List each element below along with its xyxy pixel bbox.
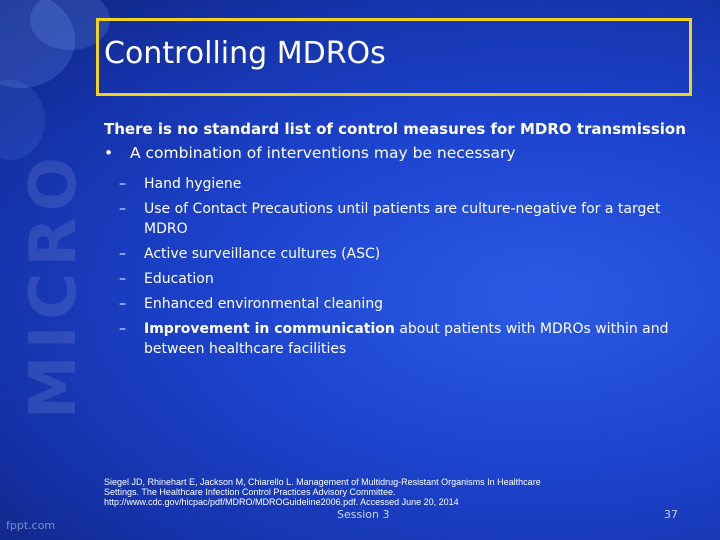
list-item xyxy=(104,294,704,314)
list-item-text: Education xyxy=(144,271,214,287)
list-item-text: Improvement in communication about patients with MDROs within and between healthcare facilities xyxy=(144,321,669,357)
list-item xyxy=(104,319,704,359)
citation: Siegel JD, Rhinehart E, Jackson M, Chiarello L. Management of Multidrug-Resistant Organisms In Healthcare Settings. The Healthcare Infection Control Practices Advisory Committee. http://www.cdc.gov/hicpac/pdf/MDRO/MDROGuideline2006.pdf. Accessed June 20, 2014 xyxy=(104,477,541,507)
slide-title: Controlling MDROs xyxy=(104,36,386,71)
list-item xyxy=(104,174,704,194)
list-item xyxy=(104,199,704,239)
dash-symbol: – xyxy=(119,246,126,262)
dash-symbol: – xyxy=(119,271,126,287)
page-number: 37 xyxy=(664,508,678,521)
list-item-text: Active surveillance cultures (ASC) xyxy=(144,246,381,262)
dash-symbol: – xyxy=(119,296,126,312)
side-word-watermark: MICRO xyxy=(17,150,91,420)
bullet-text: A combination of interventions may be necessary xyxy=(130,144,516,162)
dash-symbol: – xyxy=(119,321,126,337)
dash-symbol: – xyxy=(119,201,126,217)
session-label: Session 3 xyxy=(337,508,390,521)
list-item xyxy=(104,244,704,264)
slide-body xyxy=(104,120,704,364)
bullet-item xyxy=(104,144,704,162)
list-item xyxy=(104,269,704,289)
bullet-symbol: • xyxy=(104,144,114,162)
lead-statement: There is no standard list of control measures for MDRO transmission xyxy=(104,120,686,138)
list-item-text: Enhanced environmental cleaning xyxy=(144,296,384,312)
list-item-text: Hand hygiene xyxy=(144,176,242,192)
site-watermark: fppt.com xyxy=(6,519,56,532)
dash-symbol: – xyxy=(119,176,126,192)
intervention-list xyxy=(104,174,704,359)
list-item-text: Use of Contact Precautions until patients are culture-negative for a target MDRO xyxy=(144,201,661,237)
